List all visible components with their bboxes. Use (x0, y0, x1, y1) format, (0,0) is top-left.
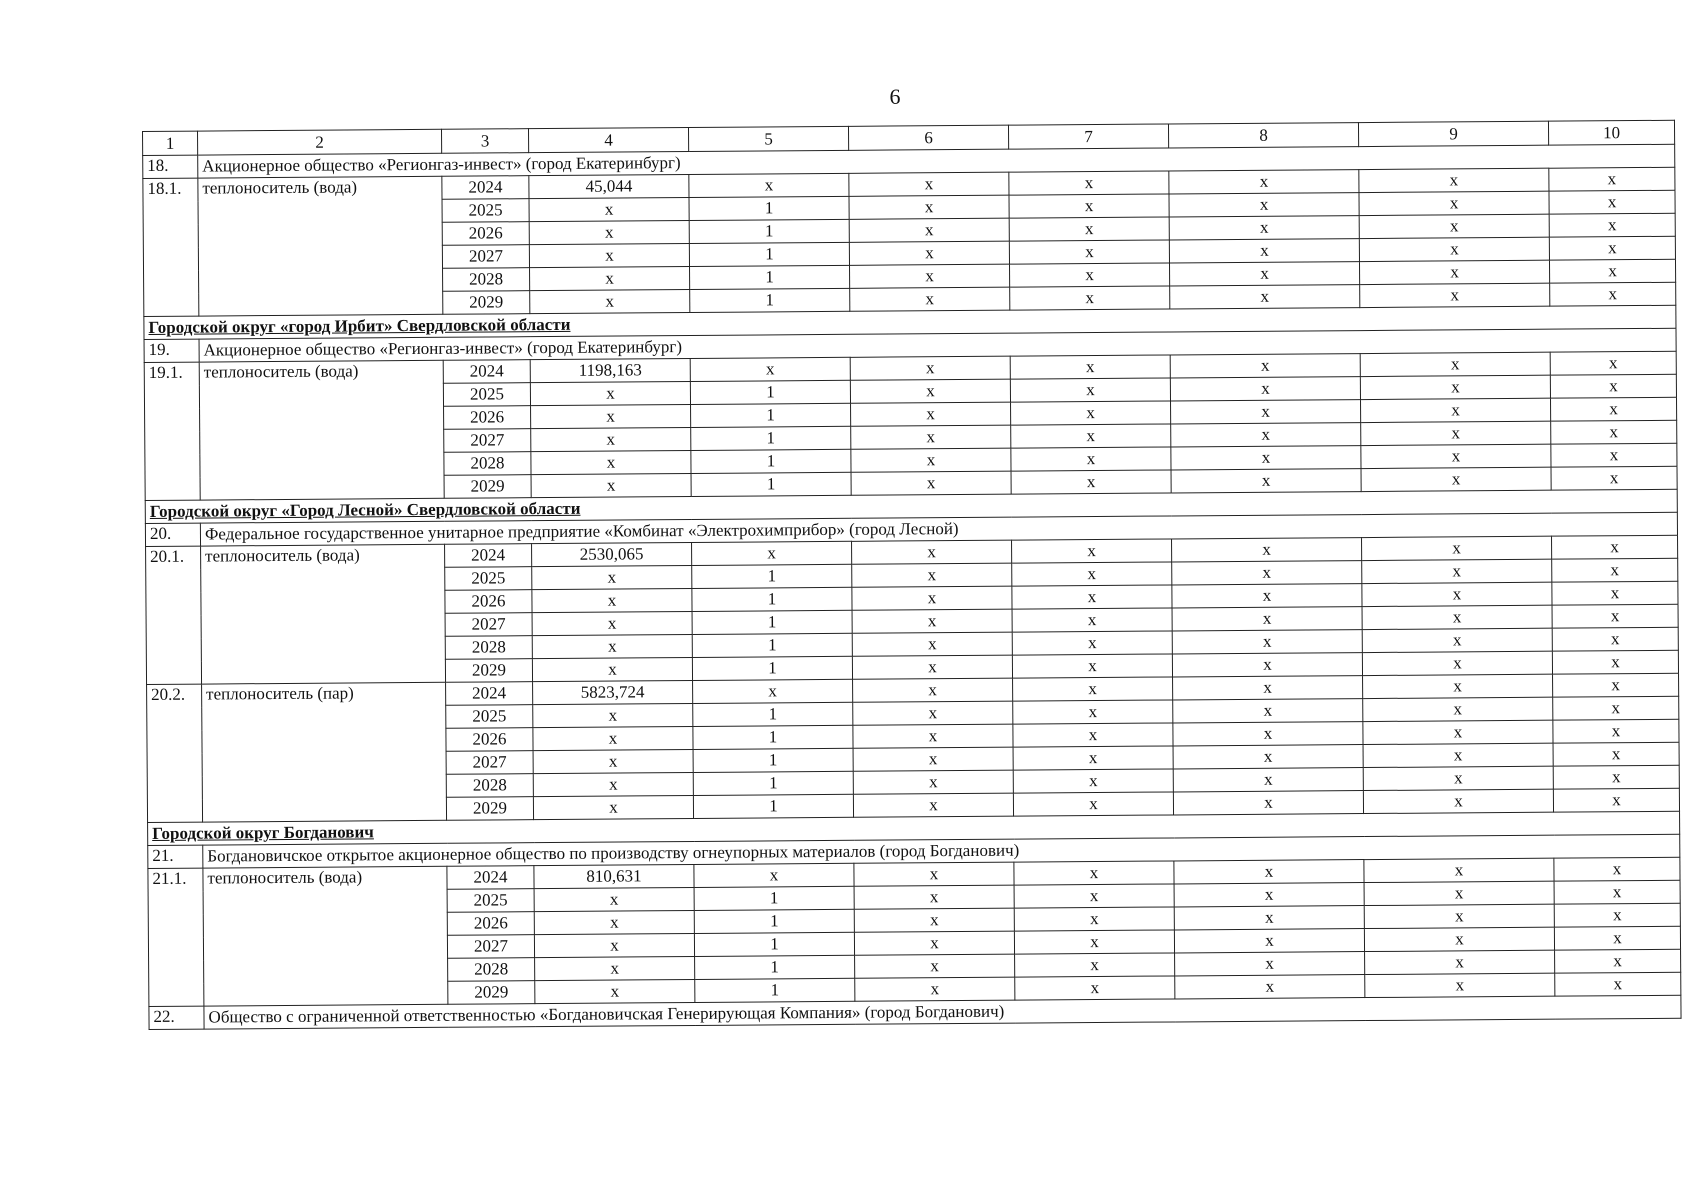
value-cell: x (1012, 631, 1172, 655)
column-header: 2 (198, 129, 442, 155)
column-header: 1 (143, 131, 198, 155)
value-cell: x (853, 793, 1013, 817)
value-cell: 1 (692, 656, 852, 680)
value-cell: 1 (693, 725, 853, 749)
item-number: 20.2. (147, 684, 203, 822)
value-cell: x (689, 173, 849, 197)
column-header: 6 (848, 125, 1008, 150)
value-cell: x (1364, 858, 1554, 882)
value-cell: x (851, 425, 1011, 449)
value-cell: x (1011, 401, 1171, 425)
value-cell: x (1553, 788, 1679, 812)
value-cell: x (534, 910, 694, 934)
value-cell: x (1553, 742, 1679, 766)
value-cell: x (1553, 719, 1679, 743)
value-cell: 1 (690, 380, 850, 404)
value-cell: x (854, 885, 1014, 909)
value-cell: x (1172, 561, 1362, 585)
value-cell: x (1363, 720, 1553, 744)
organization-name: Общество с ограниченной ответственностью «Богдановичская Генерирующая Компания» (город Богданович) (204, 995, 1681, 1029)
value-cell: x (1173, 722, 1363, 746)
value-cell: x (1172, 607, 1362, 631)
value-cell: x (1550, 374, 1676, 398)
value-cell: x (1014, 930, 1174, 954)
value-cell: 1 (692, 633, 852, 657)
value-cell: x (533, 772, 693, 796)
value-cell: 1198,163 (530, 358, 690, 382)
value-cell: x (1009, 194, 1169, 218)
value-cell: x (1014, 907, 1174, 931)
value-cell: x (851, 448, 1011, 472)
year-cell: 2028 (445, 636, 532, 660)
value-cell: 1 (691, 426, 851, 450)
value-cell: x (855, 977, 1015, 1001)
value-cell: x (1014, 861, 1174, 885)
value-cell: x (853, 770, 1013, 794)
value-cell: x (1169, 262, 1359, 286)
value-cell: x (1362, 605, 1552, 629)
value-cell: x (1009, 217, 1169, 241)
value-cell: x (854, 931, 1014, 955)
value-cell: x (1012, 585, 1172, 609)
value-cell: x (693, 679, 853, 703)
value-cell: x (692, 541, 852, 565)
value-cell: x (1551, 420, 1677, 444)
value-cell: x (1554, 880, 1680, 904)
year-cell: 2029 (448, 981, 535, 1005)
value-cell: x (1170, 377, 1360, 401)
value-cell: x (1173, 745, 1363, 769)
year-cell: 2025 (442, 199, 529, 223)
year-cell: 2026 (442, 222, 529, 246)
value-cell: x (1012, 562, 1172, 586)
value-cell: x (1009, 263, 1169, 287)
value-cell: x (1554, 857, 1680, 881)
value-cell: 1 (695, 955, 855, 979)
value-cell: x (1171, 400, 1361, 424)
value-cell: 1 (693, 748, 853, 772)
value-cell: x (851, 402, 1011, 426)
column-header: 7 (1008, 124, 1168, 149)
value-cell: x (1010, 378, 1170, 402)
value-cell: x (531, 404, 691, 428)
value-cell: x (1013, 792, 1173, 816)
organization-number: 19. (144, 339, 199, 362)
value-cell: x (1171, 469, 1361, 493)
value-cell: 45,044 (529, 174, 689, 198)
value-cell: x (1171, 423, 1361, 447)
column-header: 10 (1548, 120, 1674, 145)
value-cell: x (1360, 283, 1550, 307)
year-cell: 2029 (444, 475, 531, 499)
value-cell: x (1174, 906, 1364, 930)
year-cell: 2025 (445, 567, 532, 591)
year-cell: 2026 (447, 912, 534, 936)
value-cell: x (1013, 746, 1173, 770)
value-cell: x (1364, 904, 1554, 928)
section-title: Городской округ «город Ирбит» Свердловской области (144, 305, 1676, 339)
value-cell: x (1365, 973, 1555, 997)
value-cell: x (1170, 285, 1360, 309)
item-number: 19.1. (144, 362, 200, 500)
value-cell: x (1551, 443, 1677, 467)
value-cell: x (535, 956, 695, 980)
value-cell: x (532, 657, 692, 681)
value-cell: x (532, 565, 692, 589)
value-cell: x (854, 862, 1014, 886)
value-cell: x (1169, 216, 1359, 240)
value-cell: x (531, 427, 691, 451)
value-cell: x (852, 609, 1012, 633)
value-cell: 1 (691, 449, 851, 473)
year-cell: 2029 (443, 291, 530, 315)
column-header: 8 (1168, 123, 1358, 148)
year-cell: 2024 (446, 682, 533, 706)
value-cell: 1 (692, 587, 852, 611)
value-cell: x (1362, 651, 1552, 675)
value-cell: x (1012, 539, 1172, 563)
year-cell: 2029 (445, 659, 532, 683)
section-title: Городской округ Богданович (148, 811, 1680, 845)
value-cell: x (850, 287, 1010, 311)
organization-name: Богдановичское открытое акционерное общество по производству огнеупорных материалов (город Богданович) (203, 834, 1680, 868)
value-cell: x (1552, 650, 1678, 674)
year-cell: 2027 (444, 429, 531, 453)
value-cell: x (534, 887, 694, 911)
value-cell: x (1170, 354, 1360, 378)
value-cell: x (850, 264, 1010, 288)
year-cell: 2026 (444, 406, 531, 430)
value-cell: x (853, 724, 1013, 748)
value-cell: x (1553, 765, 1679, 789)
value-cell: x (1169, 239, 1359, 263)
value-cell: x (1011, 447, 1171, 471)
value-cell: x (530, 289, 690, 313)
value-cell: x (1364, 881, 1554, 905)
value-cell: x (1361, 398, 1551, 422)
value-cell: x (690, 357, 850, 381)
value-cell: x (1175, 952, 1365, 976)
value-cell: x (1013, 700, 1173, 724)
value-cell: x (1359, 237, 1549, 261)
value-cell: x (1173, 699, 1363, 723)
value-cell: x (1013, 677, 1173, 701)
value-cell: x (1361, 444, 1551, 468)
table-body (143, 144, 1681, 1029)
value-cell: x (1363, 674, 1553, 698)
year-cell: 2026 (446, 728, 533, 752)
value-cell: x (1549, 236, 1675, 260)
year-cell: 2028 (443, 268, 530, 292)
value-cell: x (852, 586, 1012, 610)
value-cell: x (849, 195, 1009, 219)
value-cell: x (1552, 604, 1678, 628)
column-header: 3 (441, 129, 528, 154)
value-cell: x (1172, 584, 1362, 608)
value-cell: x (533, 749, 693, 773)
year-cell: 2024 (443, 360, 530, 384)
value-cell: x (1011, 424, 1171, 448)
value-cell: x (1010, 355, 1170, 379)
value-cell: 1 (693, 771, 853, 795)
value-cell: x (852, 655, 1012, 679)
value-cell: x (1013, 769, 1173, 793)
year-cell: 2027 (445, 613, 532, 637)
value-cell: x (850, 356, 1010, 380)
value-cell: x (854, 908, 1014, 932)
value-cell: x (1012, 654, 1172, 678)
value-cell: x (1169, 193, 1359, 217)
year-cell: 2029 (446, 797, 533, 821)
value-cell: x (852, 563, 1012, 587)
value-cell: x (1173, 676, 1363, 700)
value-cell: x (1363, 766, 1553, 790)
value-cell: x (1359, 191, 1549, 215)
value-cell: x (531, 473, 691, 497)
value-cell: x (1015, 953, 1175, 977)
value-cell: x (1171, 446, 1361, 470)
value-cell: x (1549, 190, 1675, 214)
value-cell: x (850, 379, 1010, 403)
item-label: теплоноситель (вода) (199, 360, 444, 500)
item-label: теплоноситель (вода) (201, 544, 446, 684)
value-cell: x (1015, 976, 1175, 1000)
value-cell: 1 (691, 403, 851, 427)
value-cell: x (1363, 743, 1553, 767)
year-cell: 2025 (446, 705, 533, 729)
value-cell: 1 (694, 909, 854, 933)
value-cell: 1 (694, 932, 854, 956)
value-cell: x (533, 726, 693, 750)
value-cell: x (1361, 467, 1551, 491)
item-label: теплоноситель (вода) (203, 866, 448, 1006)
value-cell: x (1175, 975, 1365, 999)
value-cell: x (1359, 214, 1549, 238)
value-cell: x (1553, 673, 1679, 697)
value-cell: 1 (694, 886, 854, 910)
value-cell: x (529, 197, 689, 221)
value-cell: x (1360, 375, 1550, 399)
value-cell: x (1549, 259, 1675, 283)
column-header: 4 (528, 127, 688, 152)
value-cell: x (849, 172, 1009, 196)
value-cell: x (1554, 903, 1680, 927)
value-cell: x (1174, 883, 1364, 907)
value-cell: x (852, 632, 1012, 656)
value-cell: x (1555, 949, 1681, 973)
value-cell: x (1552, 558, 1678, 582)
value-cell: 1 (693, 794, 853, 818)
value-cell: x (1169, 170, 1359, 194)
value-cell: 1 (692, 610, 852, 634)
value-cell: x (530, 381, 690, 405)
value-cell: x (532, 634, 692, 658)
value-cell: 1 (690, 265, 850, 289)
value-cell: x (1009, 240, 1169, 264)
year-cell: 2024 (447, 866, 534, 890)
value-cell: x (1549, 213, 1675, 237)
value-cell: x (1555, 972, 1681, 996)
year-cell: 2027 (442, 245, 529, 269)
value-cell: 810,631 (534, 864, 694, 888)
value-cell: x (1364, 927, 1554, 951)
value-cell: x (855, 954, 1015, 978)
organization-number: 22. (149, 1006, 204, 1029)
organization-name: Акционерное общество «Регионгаз-инвест» (город Екатеринбург) (198, 144, 1675, 178)
value-cell: x (1553, 696, 1679, 720)
value-cell: x (531, 450, 691, 474)
value-cell: 1 (692, 564, 852, 588)
value-cell: x (694, 863, 854, 887)
value-cell: 1 (689, 242, 849, 266)
value-cell: x (529, 220, 689, 244)
value-cell: x (849, 241, 1009, 265)
value-cell: x (534, 933, 694, 957)
value-cell: x (1550, 351, 1676, 375)
value-cell: x (1550, 397, 1676, 421)
value-cell: x (1014, 884, 1174, 908)
value-cell: 1 (691, 472, 851, 496)
value-cell: x (1551, 466, 1677, 490)
value-cell: x (1552, 581, 1678, 605)
value-cell: x (853, 678, 1013, 702)
value-cell: x (849, 218, 1009, 242)
value-cell: x (1363, 789, 1553, 813)
value-cell: x (851, 471, 1011, 495)
value-cell: x (853, 701, 1013, 725)
value-cell: x (1010, 286, 1170, 310)
value-cell: x (535, 979, 695, 1003)
year-cell: 2027 (447, 935, 534, 959)
value-cell: x (529, 243, 689, 267)
column-header: 5 (688, 126, 848, 151)
section-title: Городской округ «Город Лесной» Свердловской области (145, 489, 1677, 523)
value-cell: x (1359, 260, 1549, 284)
organization-name: Федеральное государственное унитарное предприятие «Комбинат «Электрохимприбор» (город Лесной) (200, 512, 1677, 546)
value-cell: x (1172, 538, 1362, 562)
value-cell: x (532, 611, 692, 635)
value-cell: x (1173, 791, 1363, 815)
value-cell: x (1362, 582, 1552, 606)
value-cell: 2530,065 (532, 542, 692, 566)
value-cell: x (1552, 627, 1678, 651)
value-cell: 1 (695, 978, 855, 1002)
value-cell: x (853, 747, 1013, 771)
value-cell: x (1009, 171, 1169, 195)
item-label: теплоноситель (пар) (202, 682, 447, 822)
value-cell: x (1360, 352, 1550, 376)
value-cell: x (1172, 653, 1362, 677)
year-cell: 2024 (445, 544, 532, 568)
value-cell: x (1011, 470, 1171, 494)
value-cell: x (1362, 536, 1552, 560)
year-cell: 2024 (442, 176, 529, 200)
value-cell: x (533, 703, 693, 727)
tariff-table (142, 120, 1682, 1030)
value-cell: x (1361, 421, 1551, 445)
value-cell: x (532, 588, 692, 612)
value-cell: x (1172, 630, 1362, 654)
value-cell: x (1362, 628, 1552, 652)
value-cell: x (1012, 608, 1172, 632)
value-cell: 1 (689, 219, 849, 243)
value-cell: 1 (689, 196, 849, 220)
value-cell: x (1550, 282, 1676, 306)
column-header: 9 (1358, 121, 1548, 146)
year-cell: 2027 (446, 751, 533, 775)
value-cell: x (1174, 929, 1364, 953)
table-container (142, 120, 1681, 1030)
value-cell: x (1359, 168, 1549, 192)
value-cell: x (533, 795, 693, 819)
year-cell: 2028 (444, 452, 531, 476)
value-cell: x (1362, 559, 1552, 583)
value-cell: x (1363, 697, 1553, 721)
year-cell: 2025 (447, 889, 534, 913)
value-cell: x (530, 266, 690, 290)
value-cell: x (1554, 926, 1680, 950)
organization-number: 21. (148, 845, 203, 868)
value-cell: x (1173, 768, 1363, 792)
year-cell: 2026 (445, 590, 532, 614)
value-cell: 5823,724 (533, 680, 693, 704)
value-cell: 1 (690, 288, 850, 312)
year-cell: 2025 (443, 383, 530, 407)
item-number: 20.1. (146, 546, 202, 684)
organization-name: Акционерное общество «Регионгаз-инвест» (город Екатеринбург) (199, 328, 1676, 362)
value-cell: x (1013, 723, 1173, 747)
value-cell: 1 (693, 702, 853, 726)
value-cell: x (852, 540, 1012, 564)
item-label: теплоноситель (вода) (198, 176, 443, 316)
value-cell: x (1552, 535, 1678, 559)
value-cell: x (1174, 860, 1364, 884)
organization-number: 18. (143, 155, 198, 178)
year-cell: 2028 (448, 958, 535, 982)
organization-number: 20. (145, 523, 200, 546)
value-cell: x (1365, 950, 1555, 974)
item-number: 21.1. (148, 868, 204, 1006)
value-cell: x (1549, 167, 1675, 191)
item-number: 18.1. (143, 178, 199, 316)
year-cell: 2028 (446, 774, 533, 798)
page-number: 6 (889, 84, 901, 109)
